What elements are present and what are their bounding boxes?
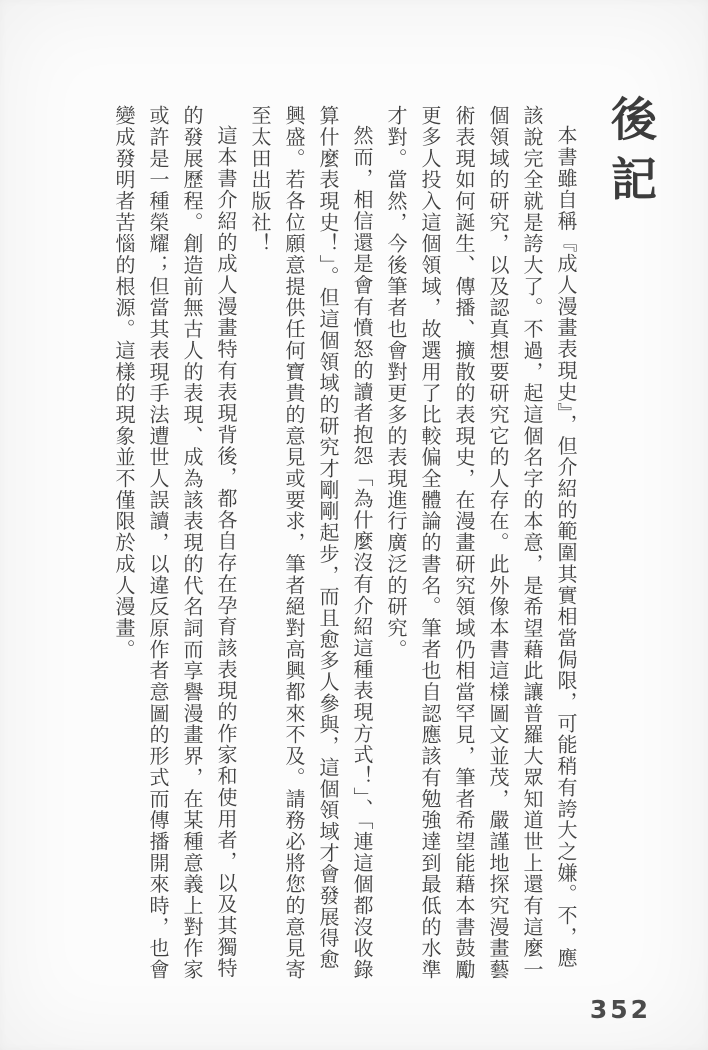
afterword-text-block (106, 95, 662, 983)
afterword-paragraph-2: 然而，相信還是會有憤怒的讀者抱怨「為什麼沒有介紹這種表現方式！」、「連這個都沒收錄算什麼表現史！」。但這個領域的研究才剛剛起步，而且愈多人參與，這個領域才會發展得愈興盛。若各位願意提供任何寶貴的意見或要求，筆者絕對高興都來不及。請務必將您的意見寄至太田出版社！ (248, 105, 372, 981)
page-title: 後記 (605, 95, 657, 215)
afterword-paragraph-1: 本書雖自稱『成人漫畫表現史』，但介紹的範圍其實相當侷限，可能稍有誇大之嫌。不，應該說完全就是誇大了。不過，起這個名字的本意，是希望藉此讓普羅大眾知道世上還有這麼一個領域的研究，以及認真想要研究它的人存在。此外像本書這樣圖文並茂，嚴謹地探究漫畫藝術表現如何誕生、傳播、擴散的表現史，在漫畫研究領域仍相當罕見，筆者希望能藉本書鼓勵更多人投入這個領域，故選用了比較偏全體論的書名。筆者也自認應該有勉強達到最低的水準才對。當然，今後筆者也會對更多的表現進行廣泛的研究。 (384, 105, 576, 981)
page-number: 352 (589, 995, 651, 1024)
afterword-paragraph-3: 這本書介紹的成人漫畫特有表現背後，都各自存在孕育該表現的作家和使用者，以及其獨特的發展歷程。創造前無古人的表現、成為該表現的代名詞而享譽漫畫界，在某種意義上對作家或許是一種榮耀；但當其表現手法遭世人誤讀，以違反原作者意圖的形式而傳播開來時，也會變成發明者苦惱的根源。這樣的現象並不僅限於成人漫畫。 (112, 105, 236, 981)
